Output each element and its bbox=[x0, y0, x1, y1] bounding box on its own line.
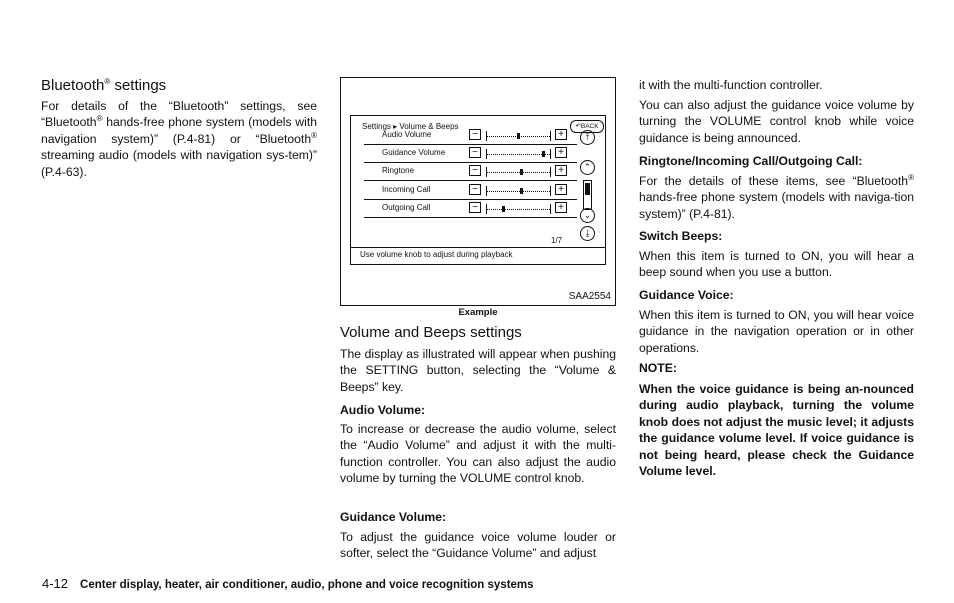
settings-screen bbox=[350, 115, 606, 265]
volume-level-marker bbox=[502, 206, 505, 212]
volume-level-marker bbox=[517, 133, 520, 139]
scroll-up-icon[interactable]: ⌃ bbox=[580, 160, 595, 175]
volume-row-label: Audio Volume bbox=[382, 130, 432, 139]
volume-row[interactable] bbox=[364, 182, 577, 200]
guidance-knob-paragraph: You can also adjust the guidance voice volume by turning the VOLUME control knob while voice guidance is being announced. bbox=[639, 98, 914, 145]
scrollbar-thumb[interactable] bbox=[585, 183, 590, 195]
volume-row[interactable] bbox=[364, 145, 577, 163]
section-title: Center display, heater, air conditioner, audio, phone and voice recognition systems bbox=[80, 579, 534, 591]
switch-beeps-paragraph: When this item is turned to ON, you will hear a beep sound when you use a button. bbox=[639, 249, 914, 280]
decrease-button[interactable]: − bbox=[469, 184, 481, 195]
guidance-volume-heading: Guidance Volume: bbox=[340, 510, 447, 524]
back-arrow-icon: ↶ bbox=[575, 123, 581, 130]
page-footer bbox=[42, 576, 534, 591]
guidance-voice-heading: Guidance Voice: bbox=[639, 288, 734, 302]
bar-end-tick bbox=[550, 204, 551, 214]
increase-button[interactable]: + bbox=[555, 202, 567, 213]
figure-caption: Example bbox=[458, 307, 498, 318]
guidance-volume-paragraph: To adjust the guidance voice volume louder or softer, select the “Guidance Volume” and adjust bbox=[340, 530, 616, 561]
switch-beeps-heading: Switch Beeps: bbox=[639, 229, 723, 243]
scroll-top-icon[interactable]: ⤒ bbox=[580, 130, 595, 145]
volume-level-marker bbox=[520, 188, 523, 194]
note-paragraph: When the voice guidance is being an-nounced during audio playback, turning the volume knob does not adjust the music level; it adjusts the guidance volume level. If voice guidance is not being heard, please check the Guidance Volume level. bbox=[639, 382, 914, 479]
increase-button[interactable]: + bbox=[555, 184, 567, 195]
decrease-button[interactable]: − bbox=[469, 147, 481, 158]
volume-level-bar bbox=[486, 209, 550, 210]
page-number: 4-12 bbox=[42, 576, 69, 591]
page-indicator: 1/7 bbox=[551, 236, 563, 245]
scroll-down-icon[interactable]: ⌄ bbox=[580, 208, 595, 223]
volume-beeps-heading: Volume and Beeps settings bbox=[340, 324, 522, 341]
volume-beeps-screen-figure bbox=[340, 77, 616, 306]
decrease-button[interactable]: − bbox=[469, 202, 481, 213]
volume-row-label: Incoming Call bbox=[382, 185, 431, 194]
note-heading: NOTE: bbox=[639, 361, 677, 375]
volume-row-label: Ringtone bbox=[382, 166, 415, 175]
screen-breadcrumb: Settings ▸ Volume & Beeps bbox=[362, 122, 459, 131]
decrease-button[interactable]: − bbox=[469, 165, 481, 176]
bar-end-tick bbox=[550, 131, 551, 141]
volume-level-bar bbox=[486, 172, 550, 173]
volume-row-label: Outgoing Call bbox=[382, 203, 431, 212]
figure-code: SAA2554 bbox=[568, 291, 611, 302]
volume-row-label: Guidance Volume bbox=[382, 148, 446, 157]
bar-end-tick bbox=[550, 167, 551, 177]
volume-level-bar bbox=[486, 154, 550, 155]
guidance-voice-paragraph: When this item is turned to ON, you will hear voice guidance in the navigation operation or in other operations. bbox=[639, 308, 914, 355]
volume-level-marker bbox=[542, 151, 545, 157]
guidance-continued: it with the multi-function controller. bbox=[639, 78, 823, 92]
increase-button[interactable]: + bbox=[555, 129, 567, 140]
scrollbar[interactable] bbox=[583, 180, 592, 210]
bluetooth-settings-heading: Bluetooth® settings bbox=[41, 77, 167, 94]
volume-row[interactable] bbox=[364, 200, 577, 218]
back-label: BACK bbox=[580, 123, 599, 130]
volume-row[interactable] bbox=[364, 163, 577, 181]
increase-button[interactable]: + bbox=[555, 147, 567, 158]
audio-volume-heading: Audio Volume: bbox=[340, 403, 426, 417]
audio-volume-paragraph: To increase or decrease the audio volume, select the “Audio Volume” and adjust it with the multi-function controller. You can also adjust the audio volume by turning the VOLUME control knob. bbox=[340, 422, 616, 486]
ringtone-heading: Ringtone/Incoming Call/Outgoing Call: bbox=[639, 154, 863, 168]
decrease-button[interactable]: − bbox=[469, 129, 481, 140]
increase-button[interactable]: + bbox=[555, 165, 567, 176]
volume-beeps-intro: The display as illustrated will appear when pushing the SETTING button, selecting the “Volume & Beeps” key. bbox=[340, 347, 616, 394]
bar-end-tick bbox=[550, 149, 551, 159]
volume-level-bar bbox=[486, 191, 550, 192]
bar-end-tick bbox=[550, 186, 551, 196]
volume-row[interactable] bbox=[364, 127, 577, 145]
hint-divider bbox=[351, 247, 605, 248]
volume-knob-hint: Use volume knob to adjust during playback bbox=[360, 250, 513, 259]
ringtone-paragraph: For the details of these items, see “Bluetooth® hands-free phone system (models with naviga-tion system)” (P.4-81). bbox=[639, 172, 914, 221]
bluetooth-settings-paragraph: For details of the “Bluetooth” settings, see “Bluetooth® hands-free phone system (models with navigation system)” (P.4-81) or “Bluetooth® streaming audio (models with navigation sys-tem)” (P.4-63). bbox=[41, 99, 317, 179]
volume-level-marker bbox=[520, 169, 523, 175]
scroll-bottom-icon[interactable]: ⤓ bbox=[580, 226, 595, 241]
